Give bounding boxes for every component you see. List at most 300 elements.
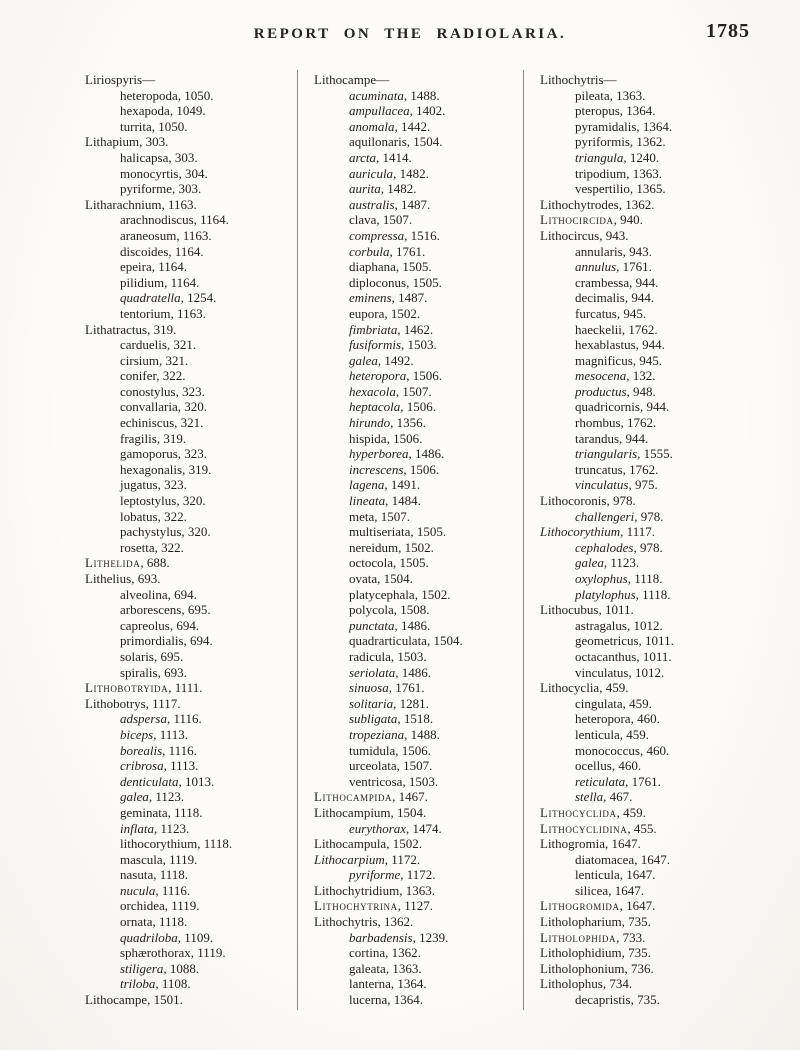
- entry-page-ref: , 1647.: [619, 898, 656, 914]
- index-entry: [314, 727, 516, 743]
- index-entry: [314, 353, 516, 369]
- index-entry: [540, 415, 745, 431]
- entry-name: heteropora: [575, 711, 631, 727]
- entry-name: clava: [349, 212, 377, 228]
- entry-page-ref: , 1239.: [412, 929, 449, 945]
- entry-page-ref: , 467.: [603, 789, 633, 805]
- entry-page-ref: , 1123.: [148, 789, 185, 805]
- entry-page-ref: , 1482.: [393, 165, 429, 181]
- index-entry: [540, 898, 745, 914]
- entry-name: triangula: [575, 149, 624, 165]
- entry-page-ref: , 1462.: [397, 321, 434, 337]
- entry-page-ref: , 1503.: [402, 773, 439, 789]
- entry-page-ref: , 1504.: [390, 804, 427, 820]
- index-entry: [314, 368, 516, 384]
- index-entry: [540, 228, 745, 244]
- index-entry: [314, 914, 516, 930]
- entry-page-ref: , 1116.: [166, 711, 202, 727]
- entry-page-ref: , 459.: [616, 804, 646, 820]
- entry-page-ref: , 321.: [159, 352, 189, 368]
- entry-page-ref: , 1507.: [374, 508, 411, 524]
- entry-page-ref: , 1492.: [377, 352, 414, 368]
- entry-page-ref: , 320.: [181, 524, 211, 540]
- entry-page-ref: , 1356.: [390, 415, 426, 431]
- entry-page-ref: , 1113.: [153, 726, 189, 742]
- entry-name: heteropoda: [120, 87, 178, 103]
- entry-name: lenticula: [575, 726, 620, 742]
- index-entry: [85, 72, 290, 88]
- index-entry: [314, 743, 516, 759]
- entry-page-ref: , 1119.: [162, 851, 198, 867]
- entry-name: Lithapium: [85, 134, 140, 150]
- index-entry: [314, 976, 516, 992]
- index-entry: [540, 789, 745, 805]
- index-entry: [540, 945, 745, 961]
- entry-name: Lithocyclidina: [540, 820, 628, 836]
- entry-page-ref: , 1491.: [384, 477, 421, 493]
- index-entry: [540, 524, 745, 540]
- entry-page-ref: , 321.: [166, 337, 197, 353]
- index-entry: [85, 244, 290, 260]
- entry-name: turrita: [120, 118, 152, 134]
- entry-name: orchidea: [120, 898, 165, 914]
- index-entry: [540, 758, 745, 774]
- entry-page-ref: , 1502.: [414, 586, 451, 602]
- entry-name: meta: [349, 508, 375, 524]
- entry-page-ref: , 323.: [177, 446, 208, 462]
- index-entry: [314, 134, 516, 150]
- entry-name: platycephala: [349, 586, 415, 602]
- entry-name: increscens: [349, 461, 404, 477]
- entry-page-ref: , 1487.: [394, 196, 431, 212]
- entry-page-ref: , 1362.: [618, 196, 655, 212]
- index-entry: [540, 72, 745, 88]
- entry-page-ref: , 1505.: [406, 274, 442, 290]
- entry-page-ref: , 1362.: [385, 945, 421, 961]
- index-entry: [540, 399, 745, 415]
- index-entry: [540, 259, 745, 275]
- entry-name: diatomacea: [575, 851, 635, 867]
- index-entry: [314, 571, 516, 587]
- entry-name: galeata: [349, 960, 386, 976]
- index-entry: [540, 306, 745, 322]
- entry-name: denticulata: [120, 773, 179, 789]
- index-entry: [540, 976, 745, 992]
- entry-name: echiniscus: [120, 415, 175, 431]
- entry-page-ref: , 1482.: [380, 181, 417, 197]
- entry-page-ref: , 322.: [156, 368, 186, 384]
- entry-page-ref: , 1506.: [406, 368, 443, 384]
- index-entry: [85, 696, 290, 712]
- index-entry: [85, 446, 290, 462]
- entry-name: octacanthus: [575, 648, 637, 664]
- entry-page-ref: , 459.: [599, 680, 629, 696]
- index-entry: [540, 322, 745, 338]
- entry-page-ref: , 1118.: [152, 914, 188, 930]
- index-entry: [314, 384, 516, 400]
- index-entry: [85, 353, 290, 369]
- entry-page-ref: , 323.: [175, 383, 205, 399]
- entry-page-ref: , 1116.: [162, 742, 197, 758]
- index-entry: [540, 337, 745, 353]
- entry-name: urceolata: [349, 758, 397, 774]
- index-entry: [314, 244, 516, 260]
- entry-name: Litharachnium: [85, 196, 162, 212]
- index-entry: [85, 665, 290, 681]
- entry-name: nereidum: [349, 539, 399, 555]
- entry-page-ref: , 944.: [629, 274, 659, 290]
- entry-page-ref: , 1363.: [609, 87, 646, 103]
- entry-name: sphærothorax: [120, 945, 191, 961]
- entry-page-ref: , 693.: [131, 571, 161, 586]
- entry-page-ref: , 1467.: [392, 789, 428, 805]
- index-entry: [85, 228, 290, 244]
- entry-name: quadrarticulata: [349, 633, 427, 649]
- entry-name: Litholophonium: [540, 960, 625, 976]
- index-column-1: [85, 72, 290, 1008]
- index-entry: [540, 446, 745, 462]
- entry-name: conifer: [120, 368, 157, 384]
- entry-name: geometricus: [575, 633, 639, 649]
- entry-name: Lithochytrodes: [540, 196, 619, 212]
- index-entry: [314, 103, 516, 119]
- entry-name: pyriforme: [120, 181, 172, 197]
- index-entry: [540, 774, 745, 790]
- entry-page-ref: , 320.: [177, 399, 207, 415]
- index-entry: [85, 883, 290, 899]
- index-entry: [314, 166, 516, 182]
- index-entry: [314, 524, 516, 540]
- index-entry: [540, 961, 745, 977]
- entry-name: punctata: [349, 617, 395, 633]
- index-entry: [540, 836, 745, 852]
- entry-page-ref: , 1123.: [603, 555, 640, 571]
- entry-name: tarandus: [575, 430, 620, 446]
- entry-page-ref: , 1442.: [394, 118, 431, 134]
- index-entry: [85, 945, 290, 961]
- index-entry: [540, 680, 745, 696]
- entry-page-ref: , 321.: [174, 415, 204, 431]
- entry-page-ref: , 1364.: [619, 103, 656, 119]
- entry-name: epeira: [120, 259, 152, 275]
- entry-name: tripodium: [575, 165, 627, 181]
- index-entry: [85, 914, 290, 930]
- index-entry: [540, 290, 745, 306]
- entry-name: haeckelii: [575, 321, 622, 337]
- entry-page-ref: , 948.: [626, 383, 656, 399]
- index-entry: [85, 836, 290, 852]
- index-entry: [314, 509, 516, 525]
- index-entry: [540, 883, 745, 899]
- entry-name: gamoporus: [120, 446, 178, 462]
- index-entry: [540, 711, 745, 727]
- entry-name: decimalis: [575, 290, 625, 306]
- entry-page-ref: , 1109.: [177, 929, 214, 945]
- index-entry: [314, 758, 516, 774]
- entry-page-ref: , 319.: [182, 461, 212, 477]
- index-entry: [85, 462, 290, 478]
- entry-page-ref: , 1505.: [410, 524, 447, 540]
- entry-name: lucerna: [349, 992, 388, 1008]
- entry-name: ventricosa: [349, 773, 403, 789]
- entry-name: annulus: [575, 259, 617, 275]
- entry-dash: —: [142, 72, 156, 87]
- index-entry: [314, 789, 516, 805]
- entry-page-ref: , 1281.: [393, 695, 429, 711]
- entry-page-ref: , 943.: [622, 243, 652, 259]
- entry-name: barbadensis: [349, 929, 413, 945]
- entry-name: solitaria: [349, 695, 394, 711]
- entry-name: hexablastus: [575, 337, 636, 353]
- entry-name: spiralis: [120, 664, 158, 680]
- entry-page-ref: , 1012.: [628, 664, 665, 680]
- entry-page-ref: , 1362.: [377, 914, 414, 930]
- entry-name: anomala: [349, 118, 395, 134]
- index-entry: [85, 493, 290, 509]
- index-entry: [540, 992, 745, 1008]
- entry-page-ref: , 1011.: [638, 633, 674, 649]
- index-entry: [540, 119, 745, 135]
- index-entry: [540, 353, 745, 369]
- entry-name: octocola: [349, 555, 394, 571]
- entry-page-ref: , 945.: [632, 352, 663, 368]
- entry-page-ref: , 688.: [140, 555, 170, 571]
- index-entry: [85, 743, 290, 759]
- index-entry: [540, 244, 745, 260]
- entry-page-ref: , 1088.: [163, 960, 200, 976]
- entry-name: australis: [349, 196, 395, 212]
- entry-page-ref: , 322.: [157, 508, 187, 524]
- entry-name: jugatus: [120, 477, 158, 493]
- index-entry: [85, 431, 290, 447]
- index-entry: [314, 665, 516, 681]
- entry-page-ref: , 1050.: [151, 118, 188, 134]
- entry-name: lanterna: [349, 976, 391, 992]
- entry-name: araneosum: [120, 227, 177, 243]
- entry-name: nasuta: [120, 867, 154, 883]
- entry-name: pteropus: [575, 103, 620, 119]
- entry-name: seriolata: [349, 664, 396, 680]
- index-entry: [540, 852, 745, 868]
- index-entry: [540, 743, 745, 759]
- index-entry: [314, 930, 516, 946]
- index-entry: [85, 930, 290, 946]
- entry-name: Lithocyclia: [540, 680, 600, 696]
- entry-page-ref: , 1502.: [386, 836, 422, 852]
- entry-page-ref: , 1113.: [163, 758, 199, 774]
- index-entry: [85, 789, 290, 805]
- index-entry: [314, 649, 516, 665]
- entry-name: Lithocampida: [314, 789, 393, 805]
- entry-name: aquilonaris: [349, 134, 407, 150]
- index-column-3: [540, 72, 745, 1008]
- entry-name: lineata: [349, 493, 386, 509]
- entry-page-ref: , 1508.: [393, 602, 430, 618]
- entry-page-ref: , 1761.: [625, 773, 661, 789]
- entry-page-ref: , 1501.: [147, 992, 183, 1008]
- entry-name: arachnodiscus: [120, 212, 194, 228]
- entry-page-ref: , 1127.: [397, 898, 434, 914]
- entry-page-ref: , 1647.: [608, 882, 644, 898]
- entry-page-ref: , 1506.: [403, 461, 440, 477]
- entry-page-ref: , 1049.: [169, 103, 206, 119]
- entry-name: pilidium: [120, 274, 165, 290]
- entry-page-ref: , 1364.: [390, 976, 427, 992]
- index-entry: [314, 805, 516, 821]
- entry-page-ref: , 943.: [599, 227, 629, 243]
- index-column-2: [314, 72, 516, 1008]
- entry-name: Lithobotrys: [85, 695, 146, 711]
- entry-name: quadriloba: [120, 929, 178, 945]
- entry-page-ref: , 1172.: [400, 867, 436, 883]
- entry-page-ref: , 1117.: [620, 524, 655, 540]
- entry-name: Lithocorythium: [540, 524, 621, 540]
- entry-page-ref: , 1254.: [180, 290, 217, 306]
- entry-page-ref: , 1364.: [387, 992, 424, 1008]
- entry-page-ref: , 1402.: [409, 103, 446, 119]
- entry-page-ref: , 1506.: [400, 399, 437, 415]
- entry-name: galea: [120, 789, 149, 805]
- index-entry: [85, 867, 290, 883]
- index-entry: [540, 555, 745, 571]
- entry-name: furcatus: [575, 305, 617, 321]
- entry-name: Lithelius: [85, 571, 132, 586]
- entry-page-ref: , 695.: [181, 602, 211, 618]
- entry-name: hyperborea: [349, 446, 409, 462]
- index-entry: [85, 852, 290, 868]
- index-entry: [314, 821, 516, 837]
- entry-page-ref: , 1507.: [396, 758, 433, 774]
- index-entry: [540, 633, 745, 649]
- index-entry: [85, 181, 290, 197]
- entry-name: alveolina: [120, 586, 168, 602]
- index-entry: [540, 665, 745, 681]
- entry-page-ref: , 1506.: [386, 430, 423, 446]
- entry-name: Lithocircus: [540, 227, 600, 243]
- entry-page-ref: , 693.: [157, 664, 187, 680]
- entry-name: productus: [575, 383, 627, 399]
- entry-name: sinuosa: [349, 680, 389, 696]
- entry-name: hirundo: [349, 415, 391, 431]
- entry-page-ref: , 459.: [622, 695, 652, 711]
- entry-name: vespertilio: [575, 181, 630, 197]
- entry-name: galea: [575, 555, 604, 571]
- entry-name: mesocena: [575, 368, 627, 384]
- entry-name: Lithochytrina: [314, 898, 398, 914]
- index-entry: [85, 477, 290, 493]
- entry-name: heptacola: [349, 399, 401, 415]
- index-entry: [540, 166, 745, 182]
- index-entry: [540, 571, 745, 587]
- entry-page-ref: , 1506.: [395, 742, 431, 758]
- entry-page-ref: , 1163.: [170, 305, 206, 321]
- entry-page-ref: , 1163.: [161, 196, 197, 212]
- entry-name: pyramidalis: [575, 118, 637, 134]
- entry-page-ref: , 1761.: [388, 680, 425, 696]
- entry-name: primordialis: [120, 633, 184, 649]
- entry-page-ref: , 1362.: [629, 134, 666, 150]
- entry-page-ref: , 1164.: [164, 274, 200, 290]
- entry-page-ref: , 1116.: [155, 882, 191, 898]
- index-entry: [85, 322, 290, 338]
- entry-name: carduelis: [120, 337, 167, 353]
- entry-name: rhombus: [575, 415, 621, 431]
- entry-page-ref: , 1488.: [403, 87, 440, 103]
- index-entry: [540, 212, 745, 228]
- entry-page-ref: , 1484.: [385, 493, 421, 509]
- index-entry: [540, 867, 745, 883]
- index-entry: [85, 961, 290, 977]
- entry-name: quadratella: [120, 290, 181, 306]
- index-entry: [85, 415, 290, 431]
- entry-name: crambessa: [575, 274, 630, 290]
- entry-name: truncatus: [575, 461, 623, 477]
- entry-page-ref: , 1119.: [190, 945, 226, 961]
- entry-name: Lithogromia: [540, 836, 605, 852]
- entry-name: Lithogromida: [540, 898, 620, 914]
- index-entry: [540, 88, 745, 104]
- index-entry: [540, 540, 745, 556]
- index-entry: [314, 945, 516, 961]
- entry-page-ref: , 1474.: [406, 820, 442, 836]
- entry-page-ref: , 1365.: [629, 181, 666, 197]
- index-entry: [314, 961, 516, 977]
- index-entry: [314, 72, 516, 88]
- entry-name: cirsium: [120, 352, 159, 368]
- entry-page-ref: , 1486.: [395, 664, 431, 680]
- index-entry: [85, 758, 290, 774]
- page-title: REPORT ON THE RADIOLARIA.: [253, 26, 567, 42]
- entry-name: decapristis: [575, 992, 631, 1008]
- index-entry: [314, 898, 516, 914]
- index-entry: [85, 103, 290, 119]
- entry-page-ref: , 978.: [634, 508, 664, 524]
- index-entry: [540, 696, 745, 712]
- entry-name: borealis: [120, 742, 163, 758]
- entry-page-ref: , 1762.: [622, 461, 659, 477]
- index-entry: [85, 119, 290, 135]
- entry-name: lenticula: [575, 867, 620, 883]
- entry-name: cephalodes: [575, 539, 634, 555]
- entry-name: aurita: [349, 181, 381, 197]
- index-entry: [85, 212, 290, 228]
- index-entry: [85, 571, 290, 587]
- index-entry: [314, 150, 516, 166]
- entry-name: annularis: [575, 243, 623, 259]
- entry-page-ref: , 323.: [157, 477, 187, 493]
- index-entry: [540, 275, 745, 291]
- entry-page-ref: , 1487.: [391, 290, 428, 306]
- entry-page-ref: , 1118.: [635, 586, 671, 602]
- entry-name: compressa: [349, 227, 405, 243]
- entry-page-ref: , 1505.: [393, 555, 429, 571]
- index-entry: [540, 587, 745, 603]
- index-entry: [314, 399, 516, 415]
- entry-page-ref: , 1486.: [394, 617, 431, 633]
- entry-page-ref: , 1163.: [176, 227, 212, 243]
- entry-name: hispida: [349, 430, 387, 446]
- index-entry: [85, 633, 290, 649]
- entry-name: fimbriata: [349, 321, 398, 337]
- column-divider: [297, 70, 298, 1010]
- entry-page-ref: , 460.: [630, 711, 660, 727]
- entry-page-ref: , 1502.: [398, 539, 434, 555]
- index-entry: [314, 633, 516, 649]
- entry-name: discoides: [120, 243, 169, 259]
- entry-name: Lithochytris: [540, 72, 604, 87]
- entry-name: cortina: [349, 945, 386, 961]
- entry-page-ref: , 694.: [183, 633, 213, 649]
